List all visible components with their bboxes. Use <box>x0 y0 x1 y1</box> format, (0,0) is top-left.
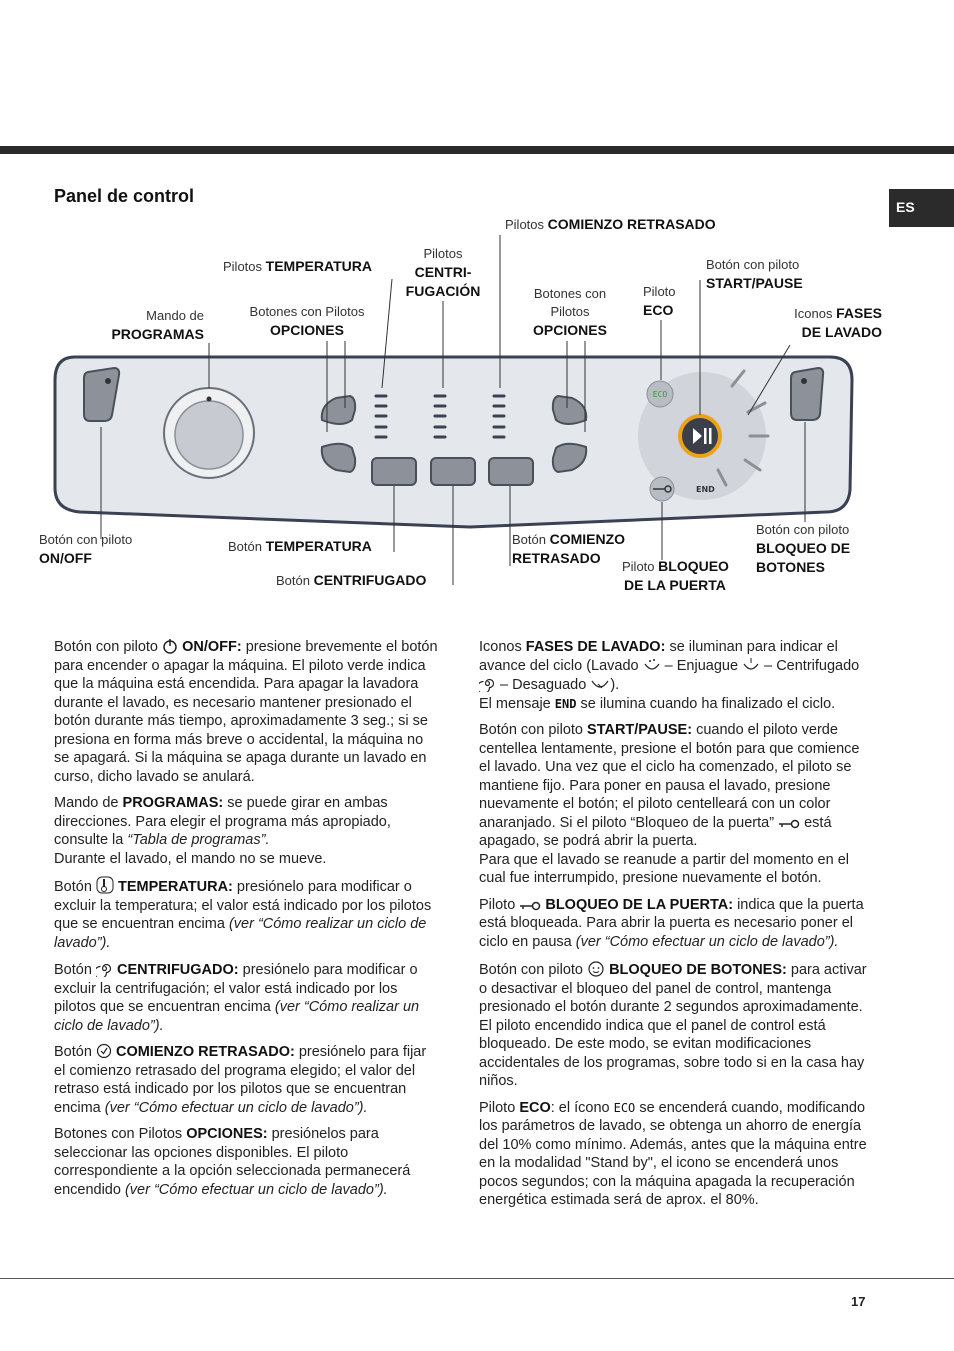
power-icon <box>162 638 178 654</box>
temperatura-button <box>372 458 416 485</box>
para-programas: Mando de PROGRAMAS: se puede girar en ambas direcciones. Para elegir el programa más apropiado, consulte la “Tabla de programas”. Durante el lavado, el mando no se mueve. <box>54 795 391 867</box>
label-pilotos-comienzo: Pilotos COMIENZO RETRASADO <box>505 216 716 232</box>
timer-icon <box>96 1043 112 1059</box>
label-comienzo-button: Botón COMIENZO RETRASADO <box>512 531 626 566</box>
para-botones: Botón con piloto BLOQUEO DE BOTONES: para activar o desactivar el bloqueo del panel de control, mantenga presionado el botón durante 2 segundos aproximadamente. El piloto encendido indica que el panel de control está bloqueado. De este modo, se evitan modificaciones accidentales de los programas, sobre todo si en la casa hay niños. <box>479 959 869 1091</box>
language-tab: ES <box>889 189 954 227</box>
para-onoff: Botón con piloto ON/OFF: presione brevemente el botón para encender o apagar la máquina. El piloto verde indica que la máquina está encendida. Para apagar la lavadora durante el lavado, es necesario mantener presionado el botón durante más tiempo, aproximadamente 3 seg.; si se presiona en forma más breve o accidental, la máquina no se apagará. Si la máquina se apaga durante un lavado en curso, dicho lavado se anulará. <box>54 639 438 785</box>
label-mando-programas: Mando de PROGRAMAS <box>111 308 204 342</box>
label-start-pause: Botón con piloto START/PAUSE <box>706 257 803 291</box>
para-temperatura: Botón TEMPERATURA: presiónelo para modificar o excluir la temperatura; el valor está indicado por los pilotos que se encuentran encima (ver “Cómo realizar un ciclo de lavado”). <box>54 876 440 952</box>
comienzo-retrasado-button <box>489 458 533 485</box>
left-column <box>54 638 440 1207</box>
para-comienzo: Botón COMIENZO RETRASADO: presiónelo para fijar el comienzo retrasado del programa elegido; el valor del retraso está indicado por los pilotos que se encuentran encima (ver “Cómo efectuar un ciclo de lavado”). <box>54 1044 427 1116</box>
label-centrifugado-button: Botón CENTRIFUGADO <box>276 572 427 588</box>
label-bloqueo-botones: Botón con piloto BLOQUEO DE BOTONES <box>756 522 851 575</box>
door-key-icon <box>519 900 541 912</box>
program-knob <box>164 388 254 478</box>
para-centrifugado: Botón CENTRIFUGADO: presiónelo para modificar o excluir la centrifugación; el valor está indicado por los pilotos que se encuentran encima (ver “Cómo realizar un ciclo de lavado”). <box>54 962 420 1034</box>
para-fases: Iconos FASES DE LAVADO: se iluminan para indicar el avance del ciclo (Lavado – Enjuague – Centrifugado – Desaguado ). <box>479 639 860 693</box>
thermometer-icon <box>96 876 114 894</box>
label-pilotos-centrifugacion: Pilotos CENTRI- FUGACIÓN <box>405 246 481 299</box>
label-opciones-right: Botones con Pilotos OPCIONES <box>533 286 607 338</box>
child-lock-icon <box>587 959 605 977</box>
label-eco: Piloto ECO <box>643 284 676 318</box>
page-number: 17 <box>851 1294 866 1309</box>
label-temperatura-button: Botón TEMPERATURA <box>228 538 372 554</box>
spin-phase-icon <box>479 675 496 692</box>
eco-pilot <box>647 381 673 407</box>
svg-text:ECO: ECO <box>652 390 668 399</box>
label-onoff: Botón con piloto ON/OFF <box>39 532 133 566</box>
para-eco: Piloto ECO: el ícono ECO se encenderá cuando, modificando los parámetros de lavado, se obtenga un ahorro de energía del 10% como mínimo. Además, antes que la máquina entre en la modalidad "Stand by", el icono se encenderá unos pocos segundos; con la máquina apagada la recuperación energética estimada será de aprox. el 80%. <box>479 1099 867 1208</box>
drain-icon <box>590 676 610 692</box>
key-icon <box>778 818 800 830</box>
wash-icon <box>643 657 661 673</box>
label-fases-lavado: Iconos FASES DE LAVADO <box>794 305 882 340</box>
start-pause-button <box>680 416 720 456</box>
label-opciones-left: Botones con Pilotos OPCIONES <box>249 304 365 338</box>
para-opciones: Botones con Pilotos OPCIONES: presiónelos para seleccionar las opciones disponibles. El piloto correspondiente a la opción seleccionada permanecerá encendido (ver “Cómo efectuar un ciclo de lavado”). <box>54 1126 411 1198</box>
spin-icon <box>96 960 113 977</box>
right-column <box>479 638 869 1218</box>
door-lock-pilot <box>650 477 674 501</box>
rinse-icon <box>742 657 760 673</box>
bottom-rule <box>0 1278 954 1279</box>
para-end: El mensaje END se ilumina cuando ha finalizado el ciclo. <box>479 695 836 712</box>
centrifugado-button <box>431 458 475 485</box>
para-puerta: Piloto BLOQUEO DE LA PUERTA: indica que la puerta está bloqueada. Para abrir la puerta es necesario poner el ciclo en pausa (ver “Cómo efectuar un ciclo de lavado”). <box>479 896 864 950</box>
key-lock-button <box>791 368 823 420</box>
end-text: END <box>696 485 715 494</box>
label-bloqueo-puerta: Piloto BLOQUEO DE LA PUERTA <box>622 558 729 593</box>
page-title: Panel de control <box>54 186 195 206</box>
label-pilotos-temperatura: Pilotos TEMPERATURA <box>223 258 372 274</box>
para-start: Botón con piloto START/PAUSE: cuando el piloto verde centellea lentamente, presione el botón para que comience el lavado. Una vez que el ciclo ha comenzado, el piloto se mantiene fijo. Para poner en pausa el lavado, presione nuevamente el botón; el piloto centelleará con un color anaranjado. Si el piloto “Bloqueo de la puerta” está apagado, se podrá abrir la puerta. Para que el lavado se reanude a partir del momento en el cual fue interrumpido, presione nuevamente el botón. <box>479 722 860 886</box>
